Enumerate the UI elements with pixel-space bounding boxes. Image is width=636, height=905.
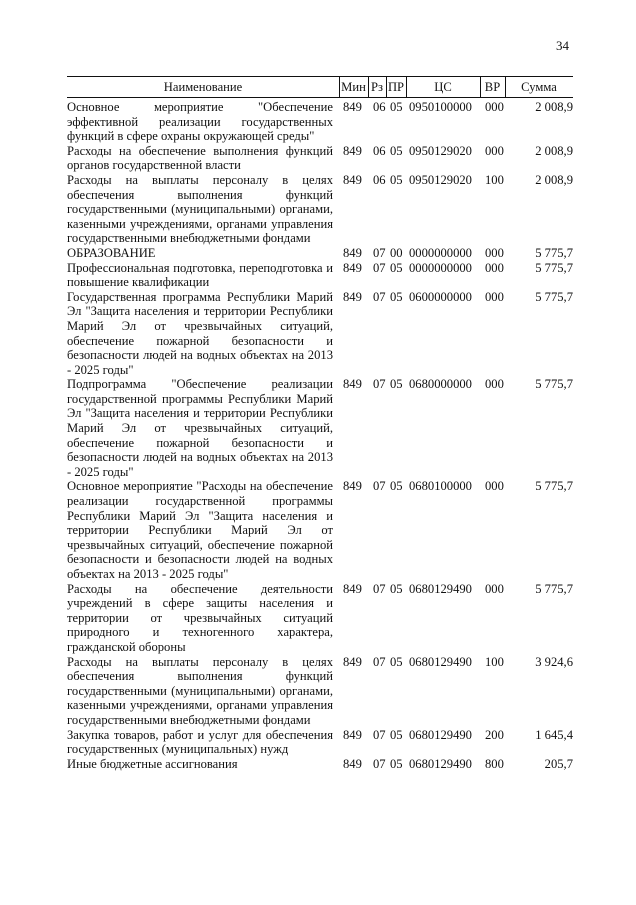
cell-vr: 100 <box>485 172 504 187</box>
cell-rz: 07 <box>373 245 386 260</box>
cell-vr: 100 <box>485 654 504 669</box>
row-codes <box>67 377 573 392</box>
cell-vr: 000 <box>485 143 504 158</box>
table-row <box>67 144 573 173</box>
cell-vr: 000 <box>485 289 504 304</box>
cell-pr: 05 <box>390 654 403 669</box>
header-vr: ВР <box>480 77 506 97</box>
cell-pr: 05 <box>390 143 403 158</box>
cell-pr: 05 <box>390 289 403 304</box>
cell-pr: 05 <box>390 377 403 392</box>
cell-cs: 0680129490 <box>409 581 472 596</box>
row-name: Основное мероприятие "Обеспечение эффективной реализации государственных функций в сфере охраны окружающей среды" <box>67 100 333 144</box>
row-codes <box>67 479 573 494</box>
table-row <box>67 479 573 581</box>
cell-min: 849 <box>343 727 362 742</box>
cell-cs: 0680129490 <box>409 654 472 669</box>
cell-pr: 05 <box>390 479 403 494</box>
budget-table <box>67 100 573 771</box>
cell-sum: 5 775,7 <box>535 581 573 596</box>
row-name: Расходы на обеспечение деятельности учреждений в сфере защиты населения и территории от чрезвычайных ситуаций природного и техногенного характера, гражданской обороны <box>67 581 333 654</box>
cell-sum: 5 775,7 <box>535 377 573 392</box>
cell-pr: 05 <box>390 100 403 114</box>
row-codes <box>67 261 573 276</box>
table-header <box>67 76 573 98</box>
cell-min: 849 <box>343 581 362 596</box>
cell-rz: 06 <box>373 100 386 114</box>
cell-rz: 07 <box>373 377 386 392</box>
cell-sum: 2 008,9 <box>535 143 573 158</box>
cell-sum: 2 008,9 <box>535 100 573 114</box>
cell-sum: 5 775,7 <box>535 289 573 304</box>
table-row <box>67 261 573 290</box>
cell-cs: 0000000000 <box>409 245 472 260</box>
cell-rz: 06 <box>373 143 386 158</box>
row-name: Иные бюджетные ассигнования <box>67 756 238 771</box>
cell-min: 849 <box>343 654 362 669</box>
cell-min: 849 <box>343 143 362 158</box>
cell-cs: 0950129020 <box>409 172 472 187</box>
table-row <box>67 655 573 728</box>
cell-cs: 0680100000 <box>409 479 472 494</box>
row-codes <box>67 582 573 597</box>
cell-pr: 05 <box>390 727 403 742</box>
cell-sum: 5 775,7 <box>535 260 573 275</box>
table-row <box>67 290 573 378</box>
cell-vr: 000 <box>485 245 504 260</box>
row-name: Подпрограмма "Обеспечение реализации государственной программы Республики Марий Эл "Защита населения и территории Республики Марий Эл от чрезвычайных ситуаций, обеспечение пожарной безопасности и безопасности людей на водных объектах на 2013 - 2025 годы" <box>67 377 333 479</box>
cell-vr: 200 <box>485 727 504 742</box>
cell-rz: 07 <box>373 479 386 494</box>
row-codes <box>67 655 573 670</box>
cell-cs: 0680000000 <box>409 377 472 392</box>
header-min: Мин <box>339 77 369 97</box>
page-number: 34 <box>556 38 569 53</box>
row-codes <box>67 144 573 159</box>
cell-cs: 0680129490 <box>409 727 472 742</box>
table-row <box>67 377 573 479</box>
cell-rz: 07 <box>373 654 386 669</box>
cell-vr: 000 <box>485 581 504 596</box>
cell-pr: 00 <box>390 245 403 260</box>
table-row <box>67 100 573 144</box>
cell-vr: 000 <box>485 100 504 114</box>
cell-sum: 205,7 <box>544 756 573 771</box>
cell-cs: 0950129020 <box>409 143 472 158</box>
cell-min: 849 <box>343 245 362 260</box>
cell-sum: 3 924,6 <box>535 654 573 669</box>
row-name: Расходы на обеспечение выполнения функций органов государственной власти <box>67 143 333 173</box>
row-codes <box>67 757 573 772</box>
cell-min: 849 <box>343 289 362 304</box>
table-row <box>67 582 573 655</box>
row-codes <box>67 100 573 115</box>
cell-min: 849 <box>343 479 362 494</box>
cell-sum: 2 008,9 <box>535 172 573 187</box>
row-codes <box>67 728 573 743</box>
cell-cs: 0950100000 <box>409 100 472 114</box>
cell-min: 849 <box>343 377 362 392</box>
header-name: Наименование <box>67 77 340 97</box>
row-codes <box>67 173 573 188</box>
cell-min: 849 <box>343 260 362 275</box>
cell-rz: 07 <box>373 289 386 304</box>
cell-sum: 5 775,7 <box>535 479 573 494</box>
cell-min: 849 <box>343 172 362 187</box>
cell-vr: 000 <box>485 377 504 392</box>
row-name: Основное мероприятие "Расходы на обеспечение реализации государственной программы Республики Марий Эл "Защита населения и территории Республики Марий Эл от чрезвычайных ситуаций, обеспечение пожарной безопасности и безопасности людей на водных объектах на 2013 - 2025 годы" <box>67 479 333 581</box>
table-row <box>67 728 573 757</box>
table-row <box>67 757 573 772</box>
cell-cs: 0600000000 <box>409 289 472 304</box>
header-rz: Рз <box>368 77 387 97</box>
header-pr: ПР <box>386 77 407 97</box>
cell-vr: 800 <box>485 756 504 771</box>
cell-sum: 1 645,4 <box>535 727 573 742</box>
row-codes <box>67 290 573 305</box>
row-name: Закупка товаров, работ и услуг для обеспечения государственных (муниципальных) нужд <box>67 727 333 757</box>
cell-pr: 05 <box>390 172 403 187</box>
cell-vr: 000 <box>485 479 504 494</box>
cell-pr: 05 <box>390 581 403 596</box>
cell-pr: 05 <box>390 756 403 771</box>
cell-cs: 0000000000 <box>409 260 472 275</box>
cell-rz: 07 <box>373 581 386 596</box>
cell-vr: 000 <box>485 260 504 275</box>
cell-rz: 07 <box>373 260 386 275</box>
cell-cs: 0680129490 <box>409 756 472 771</box>
row-codes <box>67 246 573 261</box>
header-sum: Сумма <box>521 80 557 94</box>
table-row <box>67 173 573 246</box>
cell-pr: 05 <box>390 260 403 275</box>
table-row <box>67 246 573 261</box>
cell-sum: 5 775,7 <box>535 245 573 260</box>
cell-min: 849 <box>343 100 362 114</box>
row-name: ОБРАЗОВАНИЕ <box>67 245 156 260</box>
row-name: Профессиональная подготовка, переподготовка и повышение квалификации <box>67 260 333 290</box>
cell-rz: 07 <box>373 727 386 742</box>
cell-rz: 06 <box>373 172 386 187</box>
row-name: Государственная программа Республики Марий Эл "Защита населения и территории Республики Марий Эл от чрезвычайных ситуаций, обеспечение пожарной безопасности и безопасности людей на водных объектах на 2013 - 2025 годы" <box>67 289 333 377</box>
row-name: Расходы на выплаты персоналу в целях обеспечения выполнения функций государственными (муниципальными) органами, казенными учреждениями, органами управления государственными внебюджетными фондами <box>67 172 333 246</box>
cell-min: 849 <box>343 756 362 771</box>
row-name: Расходы на выплаты персоналу в целях обеспечения выполнения функций государственными (муниципальными) органами, казенными учреждениями, органами управления государственными внебюджетными фондами <box>67 654 333 727</box>
header-cs: ЦС <box>406 77 481 97</box>
cell-rz: 07 <box>373 756 386 771</box>
